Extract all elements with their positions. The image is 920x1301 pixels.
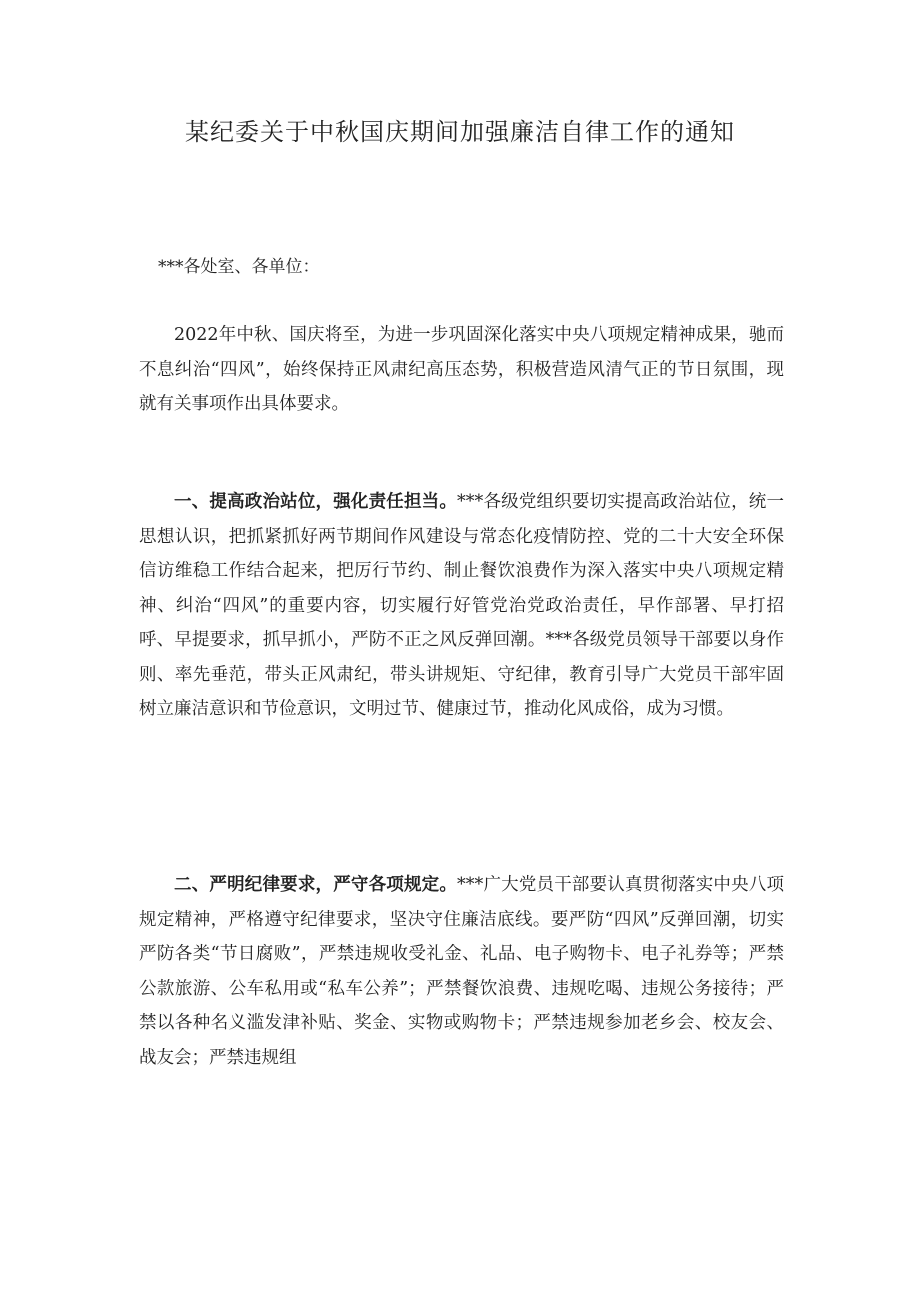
paragraph-body: ***各级党组织要切实提高政治站位，统一思想认识，把抓紧抓好两节期间作风建设与常态化疫情防控、党的二十大安全环保信访维稳工作结合起来，把厉行节约、制止餐饮浪费作为深入落实中央八项规定精神、纠治“四风”的重要内容，切实履行好管党治党政治责任，早作部署、早打招呼、早提要求，抓早抓小，严防不正之风反弹回潮。***各级党员领导干部要以身作则、率先垂范，带头正风肃纪，带头讲规矩、守纪律，教育引导广大党员干部牢固树立廉洁意识和节俭意识，文明过节、健康过节，推动化风成俗，成为习惯。 bbox=[139, 492, 784, 719]
document-title: 某纪委关于中秋国庆期间加强廉洁自律工作的通知 bbox=[185, 118, 735, 146]
section-heading: 二、严明纪律要求，严守各项规定。 bbox=[174, 875, 458, 895]
paragraph-section-2 bbox=[139, 868, 784, 1075]
section-heading: 一、提高政治站位，强化责任担当。 bbox=[174, 492, 458, 512]
paragraph-section-1 bbox=[139, 485, 784, 727]
salutation: ***各处室、各单位： bbox=[158, 257, 320, 277]
paragraph-intro bbox=[139, 318, 784, 422]
paragraph-body: 2022年中秋、国庆将至，为进一步巩固深化落实中央八项规定精神成果，驰而不息纠治“四风”，始终保持正风肃纪高压态势，积极营造风清气正的节日氛围，现就有关事项作出具体要求。 bbox=[139, 325, 784, 414]
paragraph-body: ***广大党员干部要认真贯彻落实中央八项规定精神，严格遵守纪律要求，坚决守住廉洁底线。要严防“四风”反弹回潮，切实严防各类“节日腐败”，严禁违规收受礼金、礼品、电子购物卡、电子礼券等；严禁公款旅游、公车私用或“私车公养”；严禁餐饮浪费、违规吃喝、违规公务接待；严禁以各种名义滥发津补贴、奖金、实物或购物卡；严禁违规参加老乡会、校友会、战友会；严禁违规组 bbox=[139, 875, 784, 1068]
